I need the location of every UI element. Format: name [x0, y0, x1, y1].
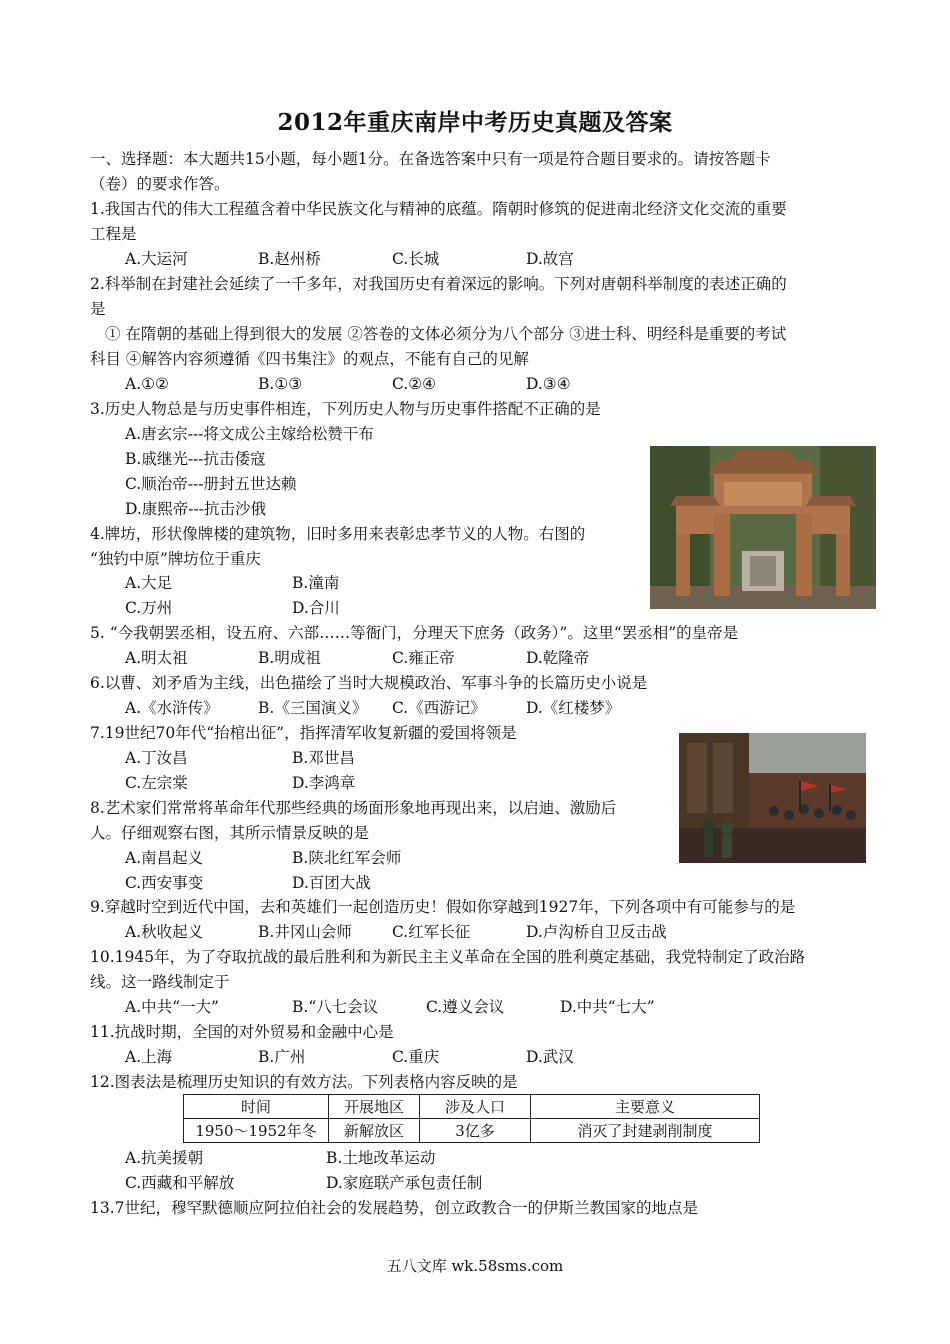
pailou-illustration [650, 446, 876, 609]
question-10-stem-cont: 线。这一路线制定于 [90, 973, 230, 991]
q2-statements: ① 在隋朝的基础上得到很大的发展 ②答卷的文体必须分为八个部分 ③进士科、明经科是重要的考试 [105, 325, 787, 343]
table-row [184, 1119, 760, 1143]
q8-option-b: B.陕北红军会师 [292, 849, 402, 867]
q3-option-d: D.康熙帝---抗击沙俄 [125, 500, 267, 518]
q6-option-a: A.《水浒传》 [125, 699, 219, 717]
q2-option-c: C.②④ [392, 375, 437, 393]
question-13-stem: 13.7世纪，穆罕默德顺应阿拉伯社会的发展趋势，创立政教合一的伊斯兰教国家的地点是 [90, 1199, 699, 1217]
q12-option-c: C.西藏和平解放 [125, 1174, 235, 1192]
section-instructions-cont: （卷）的要求作答。 [90, 175, 230, 193]
q8-option-c: C.西安事变 [125, 874, 204, 892]
page-title: 2012年重庆南岸中考历史真题及答案 [277, 109, 673, 136]
question-8-stem: 8.艺术家们常常将革命年代那些经典的场面形象地再现出来，以启迪、激励后 [90, 799, 617, 817]
question-2-stem: 2.科举制在封建社会延续了一千多年，对我国历史有着深远的影响。下列对唐朝科举制度的表述正确的 [90, 275, 787, 293]
painting-illustration [679, 733, 866, 863]
q6-option-c: C.《西游记》 [392, 699, 486, 717]
q11-option-b: B.广州 [258, 1048, 306, 1066]
q5-option-d: D.乾隆帝 [526, 649, 590, 667]
q7-option-b: B.邓世昌 [292, 749, 355, 767]
question-1-stem: 1.我国古代的伟大工程蕴含着中华民族文化与精神的底蕴。隋朝时修筑的促进南北经济文化交流的重要 [90, 200, 787, 218]
table-cell: 3亿多 [420, 1119, 531, 1143]
table-header-cell: 开展地区 [329, 1095, 420, 1119]
q4-option-b: B.潼南 [292, 574, 340, 592]
q6-option-b: B.《三国演义》 [258, 699, 368, 717]
question-7-stem: 7.19世纪70年代“抬棺出征”，指挥清军收复新疆的爱国将领是 [90, 724, 517, 742]
q11-option-a: A.上海 [125, 1048, 173, 1066]
q8-option-a: A.南昌起义 [125, 849, 204, 867]
question-3-stem: 3.历史人物总是与历史事件相连，下列历史人物与历史事件搭配不正确的是 [90, 400, 601, 418]
question-6-stem: 6.以曹、刘矛盾为主线，出色描绘了当时大规模政治、军事斗争的长篇历史小说是 [90, 674, 648, 692]
q9-option-a: A.秋收起义 [125, 923, 204, 941]
question-2-stem-cont: 是 [90, 300, 106, 318]
revolution-painting [679, 733, 866, 863]
q5-option-b: B.明成祖 [258, 649, 321, 667]
table-header-cell: 时间 [184, 1095, 329, 1119]
question-10-stem: 10.1945年，为了夺取抗战的最后胜利和为新民主主义革命在全国的胜利奠定基础，我党特制定了政治路 [90, 948, 806, 966]
question-11-stem: 11.抗战时期，全国的对外贸易和金融中心是 [90, 1023, 394, 1041]
q3-option-c: C.顺治帝---册封五世达赖 [125, 475, 297, 493]
q2-option-a: A.①② [125, 375, 169, 393]
q8-option-d: D.百团大战 [292, 874, 371, 892]
table-header-row [184, 1095, 760, 1119]
q9-option-b: B.井冈山会师 [258, 923, 352, 941]
q2-option-b: B.①③ [258, 375, 303, 393]
table-header-cell: 主要意义 [531, 1095, 760, 1119]
q12-table [183, 1094, 760, 1143]
q10-option-b: B.“八七会议 [292, 998, 379, 1016]
q12-option-b: B.土地改革运动 [326, 1149, 436, 1167]
page-footer: 五八文库 wk.58sms.com [386, 1257, 564, 1275]
q4-option-d: D.合川 [292, 599, 340, 617]
q3-option-a: A.唐玄宗---将文成公主嫁给松赞干布 [125, 425, 374, 443]
q12-option-d: D.家庭联产承包责任制 [326, 1174, 483, 1192]
table-cell: 1950～1952年冬 [184, 1119, 329, 1143]
q7-option-c: C.左宗棠 [125, 774, 188, 792]
table-header-cell: 涉及人口 [420, 1095, 531, 1119]
q12-option-a: A.抗美援朝 [125, 1149, 204, 1167]
question-9-stem: 9.穿越时空到近代中国，去和英雄们一起创造历史！假如你穿越到1927年，下列各项中有可能参与的是 [90, 898, 796, 916]
q1-option-b: B.赵州桥 [258, 250, 321, 268]
section-instructions: 一、选择题：本大题共15小题，每小题1分。在备选答案中只有一项是符合题目要求的。请按答题卡 [90, 150, 771, 168]
q5-option-c: C.雍正帝 [392, 649, 455, 667]
question-4-stem-cont: “独钓中原”牌坊位于重庆 [90, 550, 261, 568]
question-4-stem: 4.牌坊，形状像牌楼的建筑物，旧时多用来表彰忠孝节义的人物。右图的 [90, 525, 586, 543]
q11-option-d: D.武汉 [526, 1048, 574, 1066]
q1-option-a: A.大运河 [125, 250, 188, 268]
question-1-stem-cont: 工程是 [90, 225, 137, 243]
q3-option-b: B.戚继光---抗击倭寇 [125, 450, 266, 468]
q2-option-d: D.③④ [526, 375, 571, 393]
table-cell: 消灭了封建剥削制度 [531, 1119, 760, 1143]
q4-option-a: A.大足 [125, 574, 173, 592]
question-5-stem: 5. “今我朝罢丞相，设五府、六部……等衙门，分理天下庶务（政务）”。这里“罢丞相”的皇帝是 [90, 624, 739, 642]
q10-option-d: D.中共“七大” [560, 998, 655, 1016]
q7-option-d: D.李鸿章 [292, 774, 356, 792]
pailou-photo [650, 446, 876, 609]
q11-option-c: C.重庆 [392, 1048, 440, 1066]
q4-option-c: C.万州 [125, 599, 173, 617]
q9-option-d: D.卢沟桥自卫反击战 [526, 923, 667, 941]
table-cell: 新解放区 [329, 1119, 420, 1143]
q5-option-a: A.明太祖 [125, 649, 188, 667]
q1-option-c: C.长城 [392, 250, 440, 268]
q10-option-c: C.遵义会议 [426, 998, 505, 1016]
question-8-stem-cont: 人。仔细观察右图，其所示情景反映的是 [90, 824, 370, 842]
q9-option-c: C.红军长征 [392, 923, 471, 941]
q10-option-a: A.中共“一大” [125, 998, 219, 1016]
q7-option-a: A.丁汝昌 [125, 749, 188, 767]
question-12-stem: 12.图表法是梳理历史知识的有效方法。下列表格内容反映的是 [90, 1073, 518, 1091]
q2-statements-cont: 科目 ④解答内容须遵循《四书集注》的观点，不能有自己的见解 [90, 350, 529, 368]
q6-option-d: D.《红楼梦》 [526, 699, 621, 717]
q1-option-d: D.故宫 [526, 250, 574, 268]
